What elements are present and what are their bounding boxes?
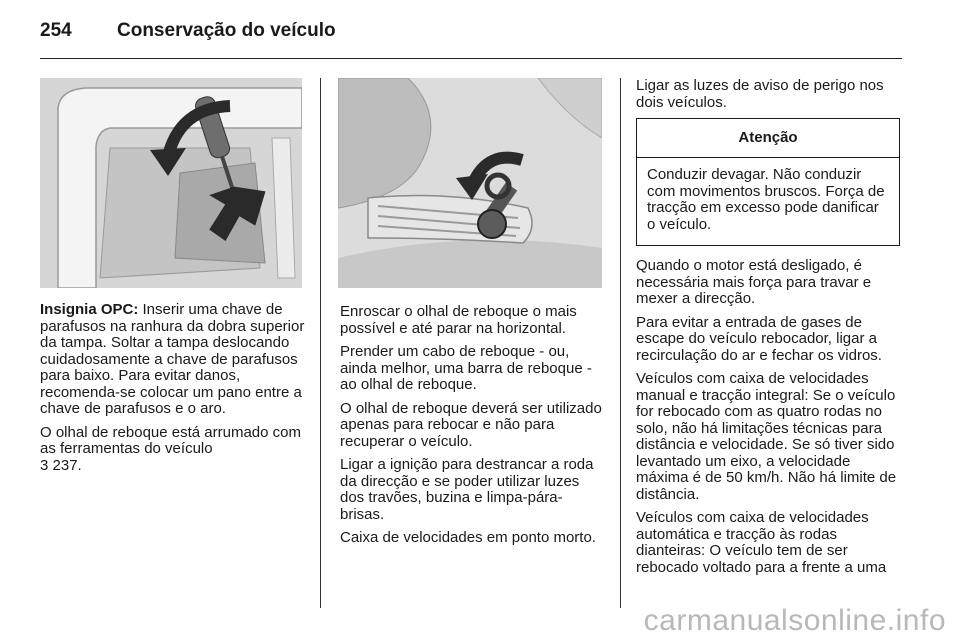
column-3-intro: [636, 78, 904, 118]
page-header: [0, 0, 960, 60]
paragraph-text: O olhal de reboque está arrumado com as ferramentas do veículo: [40, 423, 301, 457]
figure-screwdriver-cover: [40, 78, 302, 288]
paragraph: O olhal de reboque deverá ser utilizado apenas para rebocar e não para recuperar o veículo.: [340, 399, 602, 450]
page-title: Conservação do veículo: [117, 20, 336, 41]
warning-box: [636, 118, 900, 246]
paragraph-hazard-lights: Ligar as luzes de aviso de perigo nos dois veículos.: [636, 77, 884, 111]
paragraph: Enroscar o olhal de reboque o mais possível e até parar na horizontal.: [340, 303, 577, 337]
warning-title: Atenção: [637, 119, 899, 158]
paragraph: Caixa de velocidades em ponto morto.: [340, 529, 596, 546]
paragraph: Veículos com caixa de velocidades automática e tracção às rodas dianteiras: O veículo tem de ser rebocado voltado para a frente a uma: [636, 509, 887, 576]
paragraph: Ligar a ignição para destrancar a roda da direcção e se poder utilizar luzes dos travões, buzina e limpa-pára-brisas.: [340, 456, 594, 523]
column-divider-2: [620, 78, 621, 608]
page-ref-link[interactable]: 237.: [48, 456, 82, 474]
header-rule: [40, 58, 902, 59]
towing-eye-illustration: [338, 78, 602, 288]
paragraph-towing-eye-storage: [40, 425, 306, 475]
column-1: [40, 302, 306, 481]
watermark: carmanualsonline.info: [643, 604, 946, 637]
column-divider-1: [320, 78, 321, 608]
page-number: 254: [40, 20, 72, 41]
paragraph-text: Inserir uma chave de parafusos na ranhura da dobra superior da tampa. Soltar a tampa deslocando cuidadosamente a chave de parafusos para baixo. Para evitar danos, recomenda-se colocar um pano entre a chave de parafusos e o aro.: [40, 301, 305, 417]
figure-towing-eye: [338, 78, 602, 288]
paragraph: Veículos com caixa de velocidades manual e tracção integral: Se o veículo for rebocado com as quatro rodas no solo, não há limitações técnicas para distância e velocidade. Se só tiver sido levantado um eixo, a velocidade máxima é de 50 km/h. Não há limite de distância.: [636, 370, 897, 503]
paragraph: Prender um cabo de reboque - ou, ainda melhor, uma barra de reboque - ao olhal de reboque.: [340, 343, 592, 393]
paragraph-lead: Insignia OPC:: [40, 301, 139, 318]
paragraph: Para evitar a entrada de gases de escape do veículo rebocador, ligar a recirculação do ar e fechar os vidros.: [636, 313, 882, 364]
warning-text: Conduzir devagar. Não conduzir com movimentos bruscos. Força de tracção em excesso pode danificar o veículo.: [647, 166, 885, 233]
paragraph: Quando o motor está desligado, é necessária mais força para travar e mexer a direcção.: [636, 257, 872, 307]
column-3: [636, 258, 904, 583]
paragraph-insignia-opc: [40, 302, 306, 418]
page-ref-icon[interactable]: 3: [40, 456, 49, 474]
screwdriver-illustration: [40, 78, 302, 288]
column-2: [340, 304, 604, 554]
